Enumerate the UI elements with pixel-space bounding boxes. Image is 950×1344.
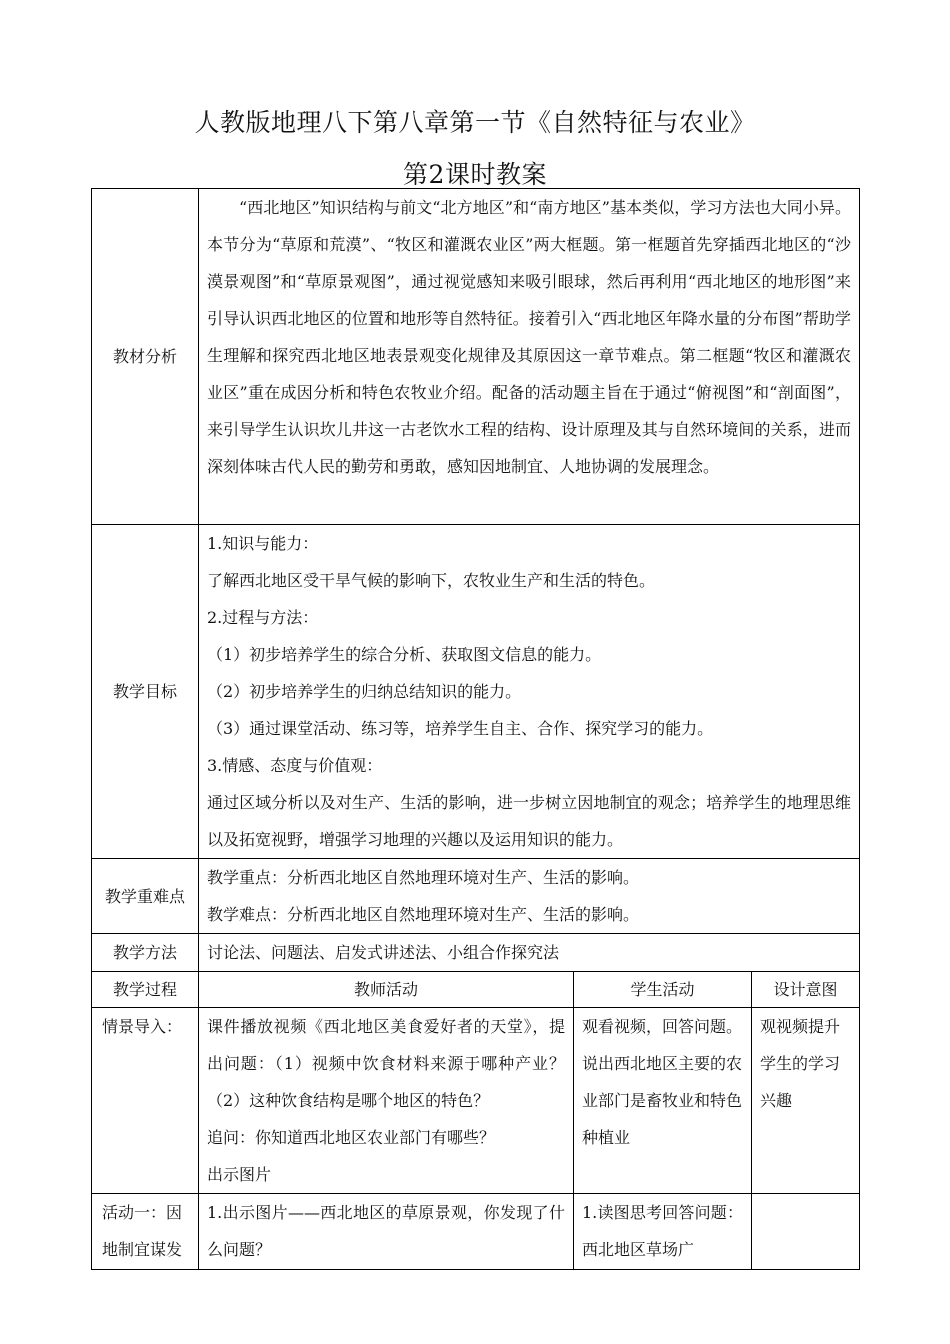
page-subtitle: 第2课时教案 bbox=[403, 160, 547, 189]
table-row-key-points bbox=[92, 859, 860, 934]
page-title: 人教版地理八下第八章第一节《自然特征与农业》 bbox=[194, 108, 756, 137]
student-activity-header: 学生活动 bbox=[574, 972, 752, 1008]
table-row-textbook-analysis bbox=[92, 189, 860, 525]
intro-teacher-show: 出示图片 bbox=[207, 1165, 272, 1184]
objective-line: 了解西北地区受干旱气候的影响下，农牧业生产和生活的特色。 bbox=[207, 571, 656, 590]
table-row-methods bbox=[92, 934, 860, 972]
activity1-label: 活动一：因地制宜谋发 bbox=[92, 1194, 199, 1270]
objective-line: （1）初步培养学生的综合分析、获取图文信息的能力。 bbox=[207, 645, 602, 664]
objective-line: 2.过程与方法： bbox=[207, 608, 319, 627]
activity1-student-text: 1.读图思考回答问题：西北地区草场广 bbox=[574, 1194, 752, 1270]
key-point-difficulty: 教学难点：分析西北地区自然地理环境对生产、生活的影响。 bbox=[207, 905, 640, 924]
objective-line: 3.情感、态度与价值观： bbox=[207, 756, 383, 775]
textbook-analysis-cell bbox=[199, 189, 860, 525]
table-row-process-header bbox=[92, 972, 860, 1008]
table-row-activity1 bbox=[92, 1194, 860, 1270]
methods-label: 教学方法 bbox=[92, 934, 199, 972]
methods-text: 讨论法、问题法、启发式讲述法、小组合作探究法 bbox=[199, 934, 860, 972]
intro-student-cell bbox=[574, 1008, 752, 1194]
intro-student-text-2: 说出西北地区主要的农业部门是畜牧业和特色种植业 bbox=[582, 1054, 743, 1147]
process-header: 教学过程 bbox=[92, 972, 199, 1008]
table-row-objectives bbox=[92, 525, 860, 859]
design-intent-header: 设计意图 bbox=[752, 972, 860, 1008]
key-point-focus: 教学重点：分析西北地区自然地理环境对生产、生活的影响。 bbox=[207, 868, 640, 887]
activity1-design-text bbox=[752, 1194, 860, 1270]
textbook-analysis-label: 教材分析 bbox=[92, 189, 199, 525]
intro-teacher-cell bbox=[199, 1008, 574, 1194]
intro-teacher-text: 课件播放视频《西北地区美食爱好者的天堂》，提出问题：（1）视频中饮食材料来源于哪种产业？（2）这种饮食结构是哪个地区的特色？ bbox=[207, 1017, 565, 1110]
objective-line: （2）初步培养学生的归纳总结知识的能力。 bbox=[207, 682, 522, 701]
objective-paragraph: 通过区域分析以及对生产、生活的影响，进一步树立因地制宜的观念；培养学生的地理思维以及拓宽视野，增强学习地理的兴趣以及运用知识的能力。 bbox=[207, 793, 852, 849]
table-row-intro bbox=[92, 1008, 860, 1194]
activity1-teacher-text: 1.出示图片——西北地区的草原景观，你发现了什么问题？ bbox=[199, 1194, 574, 1270]
objectives-cell bbox=[199, 525, 860, 859]
intro-design-text: 观视频提升学生的学习兴趣 bbox=[760, 1017, 841, 1110]
objective-line: （3）通过课堂活动、练习等，培养学生自主、合作、探究学习的能力。 bbox=[207, 719, 714, 738]
intro-student-text-1: 观看视频，回答问题。 bbox=[582, 1017, 743, 1036]
intro-label: 情景导入： bbox=[92, 1008, 199, 1194]
intro-design-cell bbox=[752, 1008, 860, 1194]
intro-teacher-followup: 追问：你知道西北地区农业部门有哪些？ bbox=[207, 1128, 496, 1147]
textbook-analysis-text: “西北地区”知识结构与前文“北方地区”和“南方地区”基本类似，学习方法也大同小异。本节分为“草原和荒漠”、“牧区和灌溉农业区”两大框题。第一框题首先穿插西北地区的“沙漠景观图”和“草原景观图”，通过视觉感知来吸引眼球，然后再利用“西北地区的地形图”来引导认识西北地区的位置和地形等自然特征。接着引入“西北地区年降水量的分布图”帮助学生理解和探究西北地区地表景观变化规律及其原因这一章节难点。第二框题“牧区和灌溉农业区”重在成因分析和特色农牧业介绍。配备的活动题主旨在于通过“俯视图”和“剖面图”，来引导学生认识坎儿井这一古老饮水工程的结构、设计原理及其与自然环境间的关系，进而深刻体味古代人民的勤劳和勇敢，感知因地制宜、人地协调的发展理念。 bbox=[207, 198, 852, 476]
key-points-label: 教学重难点 bbox=[92, 859, 199, 934]
key-points-cell bbox=[199, 859, 860, 934]
objectives-label: 教学目标 bbox=[92, 525, 199, 859]
objective-line: 1.知识与能力： bbox=[207, 534, 319, 553]
lesson-plan-table bbox=[91, 188, 860, 1270]
teacher-activity-header: 教师活动 bbox=[199, 972, 574, 1008]
